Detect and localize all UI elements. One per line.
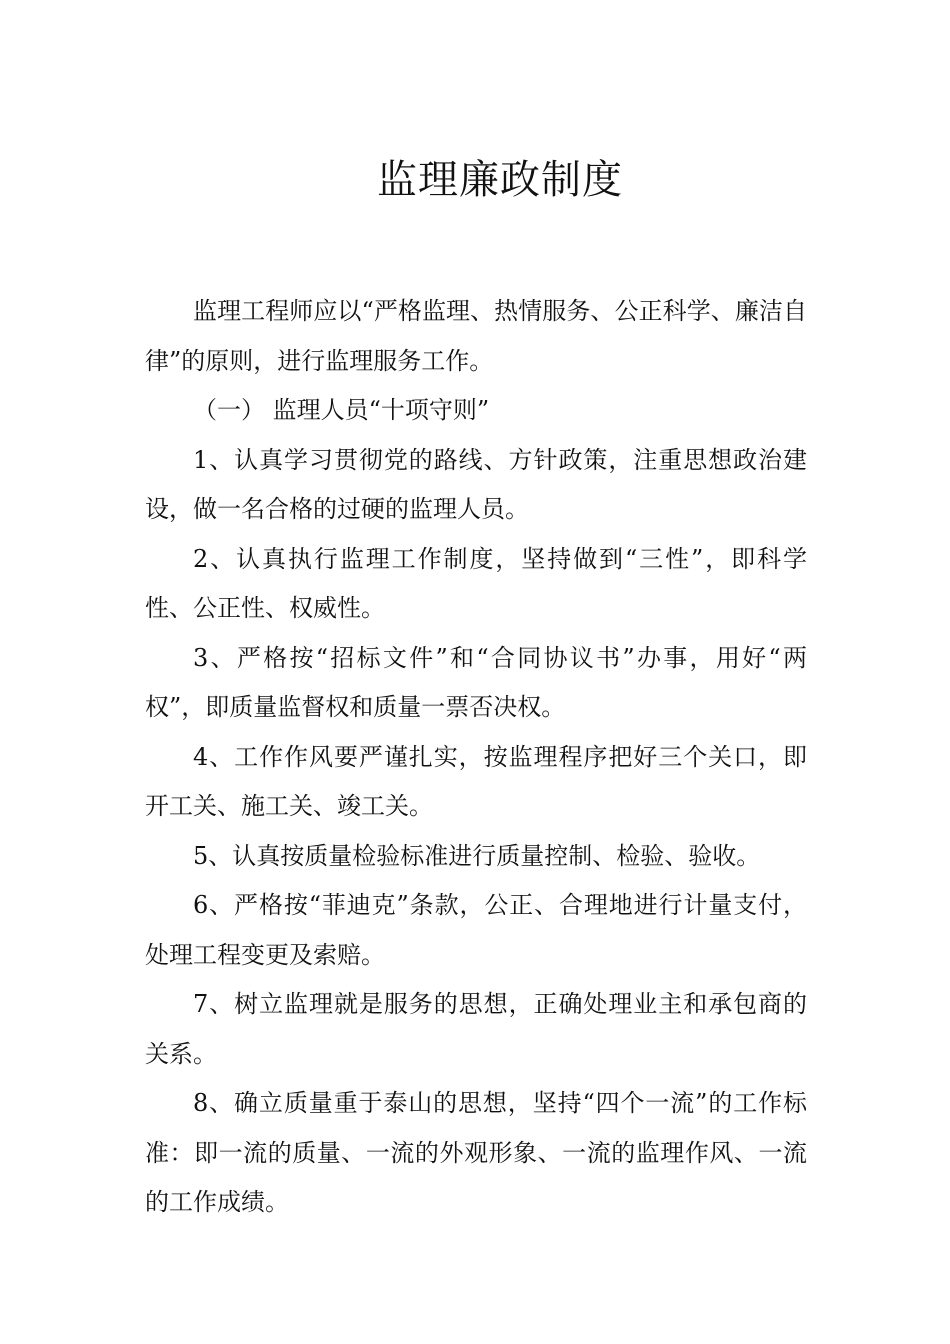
rule-paragraph-8: 8、确立质量重于泰山的思想，坚持“四个一流”的工作标准：即一流的质量、一流的外观形象、一流的监理作风、一流的工作成绩。 xyxy=(145,1089,807,1216)
rule-paragraph-6: 6、严格按“菲迪克”条款，公正、合理地进行计量支付，处理工程变更及索赔。 xyxy=(145,891,807,969)
document-body xyxy=(145,287,807,1228)
intro-paragraph: 监理工程师应以“严格监理、热情服务、公正科学、廉洁自律”的原则，进行监理服务工作。 xyxy=(145,297,807,375)
document-title: 监理廉政制度 xyxy=(377,157,623,203)
rule-paragraph-1: 1、认真学习贯彻党的路线、方针政策，注重思想政治建设，做一名合格的过硬的监理人员。 xyxy=(145,445,807,523)
section-heading: （一） 监理人员“十项守则” xyxy=(193,396,490,424)
rule-paragraph-5: 5、认真按质量检验标准进行质量控制、检验、验收。 xyxy=(193,841,761,870)
rule-paragraph-2: 2、认真执行监理工作制度，坚持做到“三性”，即科学性、公正性、权威性。 xyxy=(145,544,807,622)
rule-paragraph-3: 3、严格按“招标文件”和“合同协议书”办事，用好“两权”，即质量监督权和质量一票否决权。 xyxy=(145,643,807,721)
rule-paragraph-7: 7、树立监理就是服务的思想，正确处理业主和承包商的关系。 xyxy=(145,990,807,1068)
rule-paragraph-4: 4、工作作风要严谨扎实，按监理程序把好三个关口，即开工关、施工关、竣工关。 xyxy=(145,742,807,820)
